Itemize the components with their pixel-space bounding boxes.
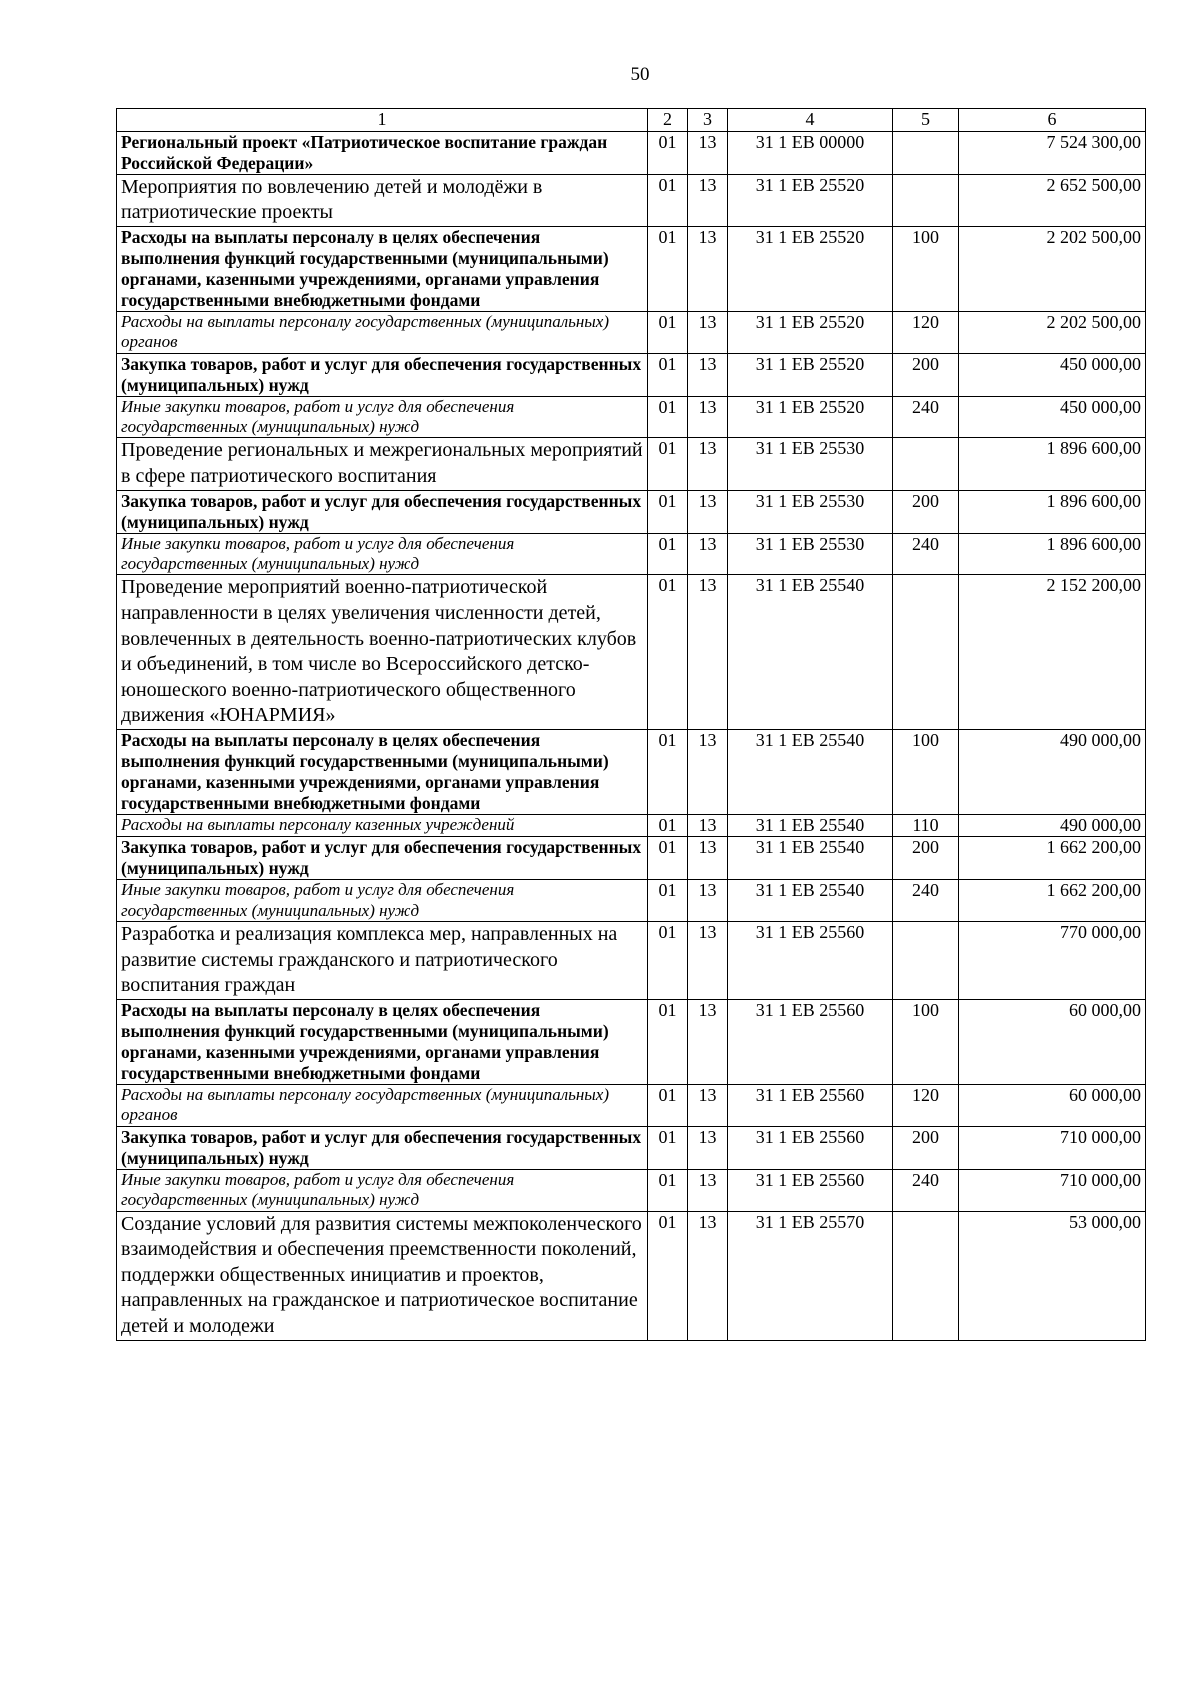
- section-code-cell: 01: [648, 438, 688, 490]
- section-code-cell: 01: [648, 490, 688, 533]
- section-code-cell: 01: [648, 1085, 688, 1127]
- subsection-code-cell: 13: [688, 1211, 728, 1340]
- expense-type-cell: [893, 131, 959, 174]
- target-article-cell: 31 1 EB 25540: [728, 729, 893, 814]
- table-row: [117, 1211, 1146, 1340]
- table-row: [117, 837, 1146, 880]
- target-article-cell: 31 1 EB 25560: [728, 1169, 893, 1211]
- row-name-cell: Мероприятия по вовлечению детей и молодёжи в патриотические проекты: [117, 174, 648, 226]
- row-name-cell: Расходы на выплаты персоналу государственных (муниципальных) органов: [117, 311, 648, 353]
- subsection-code-cell: 13: [688, 174, 728, 226]
- column-number: 3: [688, 109, 728, 132]
- section-code-cell: 01: [648, 729, 688, 814]
- target-article-cell: 31 1 EB 25520: [728, 226, 893, 311]
- target-article-cell: 31 1 EB 25540: [728, 837, 893, 880]
- target-article-cell: 31 1 EB 25530: [728, 438, 893, 490]
- row-name-cell: Закупка товаров, работ и услуг для обеспечения государственных (муниципальных) нужд: [117, 837, 648, 880]
- amount-cell: 2 152 200,00: [959, 575, 1146, 730]
- amount-cell: 490 000,00: [959, 814, 1146, 837]
- target-article-cell: 31 1 EB 25520: [728, 396, 893, 438]
- subsection-code-cell: 13: [688, 880, 728, 922]
- section-code-cell: 01: [648, 880, 688, 922]
- row-name-cell: Закупка товаров, работ и услуг для обеспечения государственных (муниципальных) нужд: [117, 490, 648, 533]
- target-article-cell: 31 1 EB 25570: [728, 1211, 893, 1340]
- budget-table-body: [117, 109, 1146, 1341]
- target-article-cell: 31 1 EB 00000: [728, 131, 893, 174]
- page-number: 50: [630, 64, 650, 85]
- expense-type-cell: 200: [893, 353, 959, 396]
- table-row: [117, 1000, 1146, 1085]
- target-article-cell: 31 1 EB 25540: [728, 575, 893, 730]
- amount-cell: 1 896 600,00: [959, 533, 1146, 575]
- expense-type-cell: [893, 174, 959, 226]
- expense-type-cell: 100: [893, 729, 959, 814]
- table-row: [117, 533, 1146, 575]
- table-row: [117, 438, 1146, 490]
- table-row: [117, 1169, 1146, 1211]
- row-name-cell: Расходы на выплаты персоналу казенных учреждений: [117, 814, 648, 837]
- subsection-code-cell: 13: [688, 1085, 728, 1127]
- section-code-cell: 01: [648, 533, 688, 575]
- expense-type-cell: 120: [893, 311, 959, 353]
- amount-cell: 7 524 300,00: [959, 131, 1146, 174]
- subsection-code-cell: 13: [688, 311, 728, 353]
- expense-type-cell: 240: [893, 880, 959, 922]
- table-row: [117, 353, 1146, 396]
- amount-cell: 710 000,00: [959, 1169, 1146, 1211]
- target-article-cell: 31 1 EB 25530: [728, 533, 893, 575]
- amount-cell: 1 896 600,00: [959, 438, 1146, 490]
- target-article-cell: 31 1 EB 25530: [728, 490, 893, 533]
- amount-cell: 60 000,00: [959, 1000, 1146, 1085]
- expense-type-cell: 200: [893, 837, 959, 880]
- expense-type-cell: [893, 575, 959, 730]
- section-code-cell: 01: [648, 1126, 688, 1169]
- column-number: 6: [959, 109, 1146, 132]
- row-name-cell: Расходы на выплаты персоналу в целях обеспечения выполнения функций государственными (муниципальными) органами, казенными учреждениями, органами управления государственными внебюджетными фондами: [117, 1000, 648, 1085]
- expense-type-cell: 110: [893, 814, 959, 837]
- column-number: 5: [893, 109, 959, 132]
- table-row: [117, 174, 1146, 226]
- section-code-cell: 01: [648, 575, 688, 730]
- section-code-cell: 01: [648, 922, 688, 1000]
- column-number: 4: [728, 109, 893, 132]
- subsection-code-cell: 13: [688, 922, 728, 1000]
- table-row: [117, 226, 1146, 311]
- expense-type-cell: 120: [893, 1085, 959, 1127]
- subsection-code-cell: 13: [688, 729, 728, 814]
- table-row: [117, 490, 1146, 533]
- amount-cell: 770 000,00: [959, 922, 1146, 1000]
- target-article-cell: 31 1 EB 25560: [728, 1000, 893, 1085]
- section-code-cell: 01: [648, 1211, 688, 1340]
- table-row: [117, 131, 1146, 174]
- subsection-code-cell: 13: [688, 438, 728, 490]
- row-name-cell: Расходы на выплаты персоналу в целях обеспечения выполнения функций государственными (муниципальными) органами, казенными учреждениями, органами управления государственными внебюджетными фондами: [117, 226, 648, 311]
- target-article-cell: 31 1 EB 25540: [728, 814, 893, 837]
- target-article-cell: 31 1 EB 25560: [728, 922, 893, 1000]
- section-code-cell: 01: [648, 174, 688, 226]
- subsection-code-cell: 13: [688, 837, 728, 880]
- target-article-cell: 31 1 EB 25560: [728, 1126, 893, 1169]
- amount-cell: 450 000,00: [959, 396, 1146, 438]
- table-row: [117, 922, 1146, 1000]
- target-article-cell: 31 1 EB 25540: [728, 880, 893, 922]
- subsection-code-cell: 13: [688, 533, 728, 575]
- target-article-cell: 31 1 EB 25560: [728, 1085, 893, 1127]
- section-code-cell: 01: [648, 311, 688, 353]
- row-name-cell: Расходы на выплаты персоналу государственных (муниципальных) органов: [117, 1085, 648, 1127]
- row-name-cell: Расходы на выплаты персоналу в целях обеспечения выполнения функций государственными (муниципальными) органами, казенными учреждениями, органами управления государственными внебюджетными фондами: [117, 729, 648, 814]
- amount-cell: 1 662 200,00: [959, 837, 1146, 880]
- section-code-cell: 01: [648, 396, 688, 438]
- subsection-code-cell: 13: [688, 396, 728, 438]
- expense-type-cell: 200: [893, 490, 959, 533]
- subsection-code-cell: 13: [688, 226, 728, 311]
- expense-type-cell: 100: [893, 1000, 959, 1085]
- expense-type-cell: [893, 1211, 959, 1340]
- subsection-code-cell: 13: [688, 353, 728, 396]
- target-article-cell: 31 1 EB 25520: [728, 353, 893, 396]
- section-code-cell: 01: [648, 814, 688, 837]
- section-code-cell: 01: [648, 837, 688, 880]
- amount-cell: 1 662 200,00: [959, 880, 1146, 922]
- amount-cell: 710 000,00: [959, 1126, 1146, 1169]
- amount-cell: 450 000,00: [959, 353, 1146, 396]
- target-article-cell: 31 1 EB 25520: [728, 174, 893, 226]
- table-row: [117, 396, 1146, 438]
- section-code-cell: 01: [648, 226, 688, 311]
- table-row: [117, 729, 1146, 814]
- column-number-row: [117, 109, 1146, 132]
- row-name-cell: Проведение мероприятий военно-патриотической направленности в целях увеличения численности детей, вовлеченных в деятельность военно-патриотических клубов и объединений, в том числе во Всероссийского детско-юношеского военно-патриотического общественного движения «ЮНАРМИЯ»: [117, 575, 648, 730]
- amount-cell: 2 202 500,00: [959, 226, 1146, 311]
- row-name-cell: Разработка и реализация комплекса мер, направленных на развитие системы гражданского и патриотического воспитания граждан: [117, 922, 648, 1000]
- subsection-code-cell: 13: [688, 1000, 728, 1085]
- expense-type-cell: 200: [893, 1126, 959, 1169]
- expense-type-cell: 100: [893, 226, 959, 311]
- table-row: [117, 1085, 1146, 1127]
- amount-cell: 1 896 600,00: [959, 490, 1146, 533]
- row-name-cell: Создание условий для развития системы межпоколенческого взаимодействия и обеспечения преемственности поколений, поддержки общественных инициатив и проектов, направленных на гражданское и патриотическое воспитание детей и молодежи: [117, 1211, 648, 1340]
- row-name-cell: Региональный проект «Патриотическое воспитание граждан Российской Федерации»: [117, 131, 648, 174]
- row-name-cell: Иные закупки товаров, работ и услуг для обеспечения государственных (муниципальных) нужд: [117, 1169, 648, 1211]
- amount-cell: 2 652 500,00: [959, 174, 1146, 226]
- section-code-cell: 01: [648, 353, 688, 396]
- amount-cell: 53 000,00: [959, 1211, 1146, 1340]
- target-article-cell: 31 1 EB 25520: [728, 311, 893, 353]
- subsection-code-cell: 13: [688, 490, 728, 533]
- subsection-code-cell: 13: [688, 1169, 728, 1211]
- row-name-cell: Проведение региональных и межрегиональных мероприятий в сфере патриотического воспитания: [117, 438, 648, 490]
- table-row: [117, 880, 1146, 922]
- table-row: [117, 1126, 1146, 1169]
- row-name-cell: Закупка товаров, работ и услуг для обеспечения государственных (муниципальных) нужд: [117, 1126, 648, 1169]
- row-name-cell: Иные закупки товаров, работ и услуг для обеспечения государственных (муниципальных) нужд: [117, 396, 648, 438]
- budget-table: [116, 108, 1146, 1341]
- table-row: [117, 814, 1146, 837]
- subsection-code-cell: 13: [688, 814, 728, 837]
- expense-type-cell: 240: [893, 1169, 959, 1211]
- subsection-code-cell: 13: [688, 575, 728, 730]
- subsection-code-cell: 13: [688, 131, 728, 174]
- column-number: 2: [648, 109, 688, 132]
- expense-type-cell: [893, 438, 959, 490]
- subsection-code-cell: 13: [688, 1126, 728, 1169]
- row-name-cell: Иные закупки товаров, работ и услуг для обеспечения государственных (муниципальных) нужд: [117, 880, 648, 922]
- expense-type-cell: 240: [893, 396, 959, 438]
- table-row: [117, 575, 1146, 730]
- amount-cell: 60 000,00: [959, 1085, 1146, 1127]
- row-name-cell: Иные закупки товаров, работ и услуг для обеспечения государственных (муниципальных) нужд: [117, 533, 648, 575]
- section-code-cell: 01: [648, 131, 688, 174]
- row-name-cell: Закупка товаров, работ и услуг для обеспечения государственных (муниципальных) нужд: [117, 353, 648, 396]
- table-row: [117, 311, 1146, 353]
- column-number: 1: [117, 109, 648, 132]
- amount-cell: 490 000,00: [959, 729, 1146, 814]
- expense-type-cell: [893, 922, 959, 1000]
- section-code-cell: 01: [648, 1000, 688, 1085]
- section-code-cell: 01: [648, 1169, 688, 1211]
- expense-type-cell: 240: [893, 533, 959, 575]
- amount-cell: 2 202 500,00: [959, 311, 1146, 353]
